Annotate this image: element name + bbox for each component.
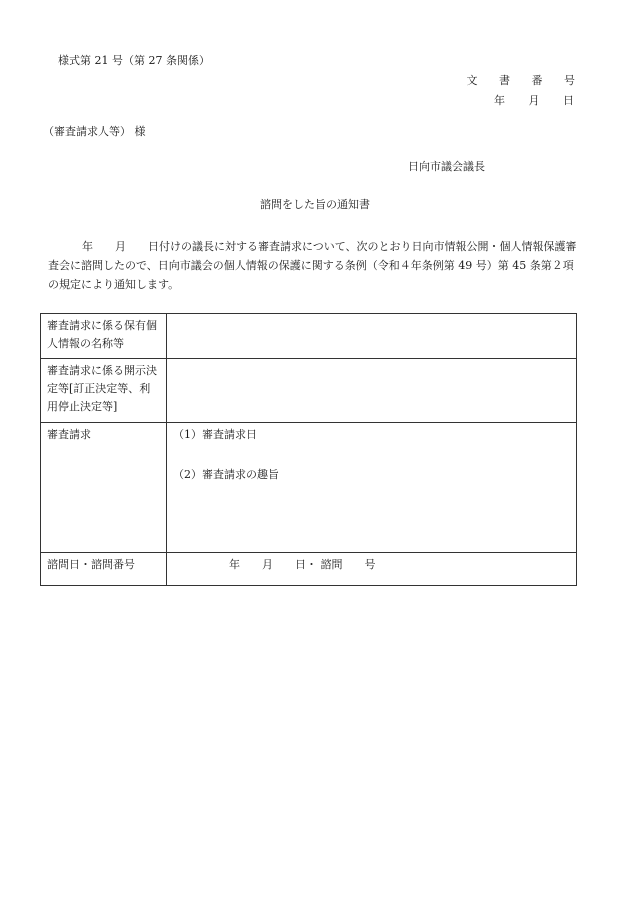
row-label-personal-info: 審査請求に係る保有個人情報の名称等 [41, 314, 167, 359]
row-value-request [167, 423, 577, 553]
form-number: 様式第 21 号（第 27 条関係） [58, 54, 210, 67]
inquiry-date-number: 年 月 日・ 諮問 号 [229, 558, 376, 571]
request-date-item: （1）審査請求日 [173, 428, 257, 441]
table-row [41, 314, 577, 359]
table-row [41, 423, 577, 553]
document-title: 諮問をした旨の通知書 [260, 198, 370, 211]
document-date: 年 月 日 [494, 94, 584, 107]
addressee: （審査請求人等） 様 [43, 125, 146, 138]
row-value-personal-info [167, 314, 577, 359]
sender: 日向市議会議長 [408, 160, 485, 173]
request-purpose-item: （2）審査請求の趣旨 [173, 468, 279, 481]
row-label-inquiry: 諮問日・諮問番号 [41, 553, 167, 586]
row-label-request: 審査請求 [41, 423, 167, 553]
info-table [40, 313, 577, 586]
row-value-inquiry [167, 553, 577, 586]
table-row [41, 359, 577, 423]
row-value-disclosure-decision [167, 359, 577, 423]
table-row [41, 553, 577, 586]
document-number: 文 書 番 号 [466, 74, 584, 87]
body-paragraph: 年 月 日付けの議長に対する審査請求について、次のとおり日向市情報公開・個人情報保護審査会に諮問したので、日向市議会の個人情報の保護に関する条例（令和４年条例第 49 号）第 45 条第２項の規定により通知します。 [48, 240, 577, 291]
row-label-disclosure-decision: 審査請求に係る開示決定等[訂正決定等、利用停止決定等] [41, 359, 167, 423]
